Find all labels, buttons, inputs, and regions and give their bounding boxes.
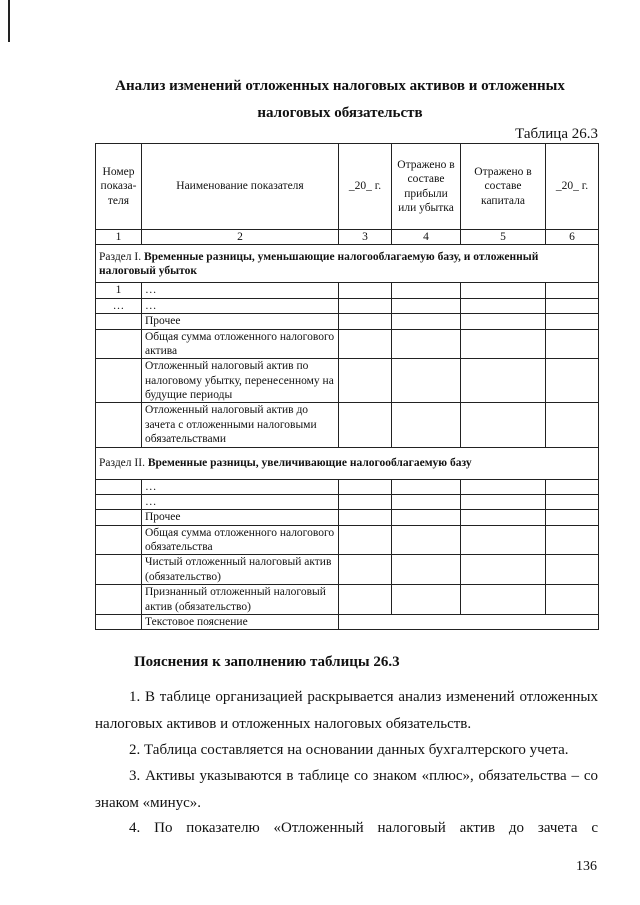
table-header-row bbox=[96, 144, 599, 230]
table-label: Таблица 26.3 bbox=[515, 126, 598, 142]
value-cell bbox=[339, 314, 392, 329]
section-1-heading bbox=[96, 245, 599, 283]
value-cell bbox=[392, 479, 461, 494]
value-cell bbox=[392, 298, 461, 313]
value-cell bbox=[392, 510, 461, 525]
value-cell bbox=[392, 525, 461, 555]
value-cell bbox=[392, 359, 461, 403]
table-row bbox=[96, 403, 599, 447]
explanation-text: 3. Активы указываются в таблице со знаком «плюс», обязательства – со знаком «минус». bbox=[95, 768, 598, 811]
explanations-heading: Пояснения к заполнению таблицы 26.3 bbox=[134, 654, 400, 670]
row-name-cell: Признанный отложенный налоговый актив (обязательство) bbox=[142, 585, 339, 615]
row-number-cell bbox=[96, 525, 142, 555]
value-cell bbox=[339, 525, 392, 555]
explanation-paragraph-4 bbox=[95, 815, 598, 842]
section-2-heading bbox=[96, 447, 599, 479]
deferred-tax-table bbox=[95, 143, 599, 630]
row-number-cell bbox=[96, 614, 142, 629]
row-number-cell bbox=[96, 555, 142, 585]
value-cell bbox=[392, 585, 461, 615]
value-cell bbox=[546, 329, 599, 359]
value-cell bbox=[461, 494, 546, 509]
value-cell bbox=[461, 403, 546, 447]
table-row bbox=[96, 494, 599, 509]
column-number-row bbox=[96, 230, 599, 245]
column-number: 4 bbox=[392, 230, 461, 245]
value-cell bbox=[546, 359, 599, 403]
document-title-line-1: Анализ изменений отложенных налоговых активов и отложенных bbox=[115, 78, 565, 94]
value-cell bbox=[461, 479, 546, 494]
column-number: 6 bbox=[546, 230, 599, 245]
value-cell bbox=[392, 555, 461, 585]
row-number-cell bbox=[96, 479, 142, 494]
value-cell bbox=[546, 283, 599, 298]
value-cell bbox=[339, 494, 392, 509]
value-cell bbox=[392, 403, 461, 447]
value-cell bbox=[392, 494, 461, 509]
value-cell bbox=[546, 298, 599, 313]
value-cell bbox=[546, 585, 599, 615]
value-cell bbox=[392, 314, 461, 329]
value-cell bbox=[461, 510, 546, 525]
header-name: Наименование показателя bbox=[142, 144, 339, 230]
table-row bbox=[96, 298, 599, 313]
section-1-prefix: Раздел I. bbox=[99, 250, 142, 263]
value-cell bbox=[339, 329, 392, 359]
row-name-cell: Отложенный налоговый актив до зачета с отложенными налоговыми обязательствами bbox=[142, 403, 339, 447]
explanation-paragraph-1 bbox=[95, 684, 598, 738]
value-cell bbox=[461, 298, 546, 313]
merged-value-cell bbox=[339, 614, 599, 629]
value-cell bbox=[339, 585, 392, 615]
table-row bbox=[96, 329, 599, 359]
value-cell bbox=[339, 283, 392, 298]
table-row bbox=[96, 614, 599, 629]
header-profit-loss: Отражено в составе прибыли или убытка bbox=[392, 144, 461, 230]
value-cell bbox=[461, 314, 546, 329]
value-cell bbox=[546, 403, 599, 447]
margin-rule bbox=[8, 0, 10, 42]
explanation-text: 2. Таблица составляется на основании данных бухгалтерского учета. bbox=[129, 742, 569, 758]
row-name-cell: Общая сумма отложенного налогового обязательства bbox=[142, 525, 339, 555]
value-cell bbox=[461, 525, 546, 555]
row-number-cell bbox=[96, 585, 142, 615]
table-row bbox=[96, 479, 599, 494]
value-cell bbox=[392, 329, 461, 359]
section-1-body bbox=[96, 283, 599, 447]
row-number-cell bbox=[96, 494, 142, 509]
value-cell bbox=[461, 359, 546, 403]
row-name-cell: Прочее bbox=[142, 314, 339, 329]
value-cell bbox=[546, 525, 599, 555]
value-cell bbox=[461, 283, 546, 298]
header-year-end: _20_ г. bbox=[546, 144, 599, 230]
row-name-cell: Прочее bbox=[142, 510, 339, 525]
row-name-cell: … bbox=[142, 479, 339, 494]
section-2-row bbox=[96, 447, 599, 479]
column-number: 2 bbox=[142, 230, 339, 245]
value-cell bbox=[546, 314, 599, 329]
row-name-cell: … bbox=[142, 283, 339, 298]
table-row bbox=[96, 314, 599, 329]
section-2-body bbox=[96, 479, 599, 630]
table-row bbox=[96, 525, 599, 555]
document-title-line-2: налоговых обязательств bbox=[257, 105, 423, 121]
row-number-cell bbox=[96, 329, 142, 359]
row-name-cell: Чистый отложенный налоговый актив (обязательство) bbox=[142, 555, 339, 585]
row-name-cell: Текстовое пояснение bbox=[142, 614, 339, 629]
section-1-row bbox=[96, 245, 599, 283]
value-cell bbox=[546, 555, 599, 585]
table-row bbox=[96, 510, 599, 525]
row-number-cell bbox=[96, 314, 142, 329]
section-2-title: Временные разницы, увеличивающие налогооблагаемую базу bbox=[147, 456, 472, 469]
table-row bbox=[96, 585, 599, 615]
row-number-cell bbox=[96, 403, 142, 447]
column-number: 3 bbox=[339, 230, 392, 245]
value-cell bbox=[461, 555, 546, 585]
value-cell bbox=[546, 479, 599, 494]
table-row bbox=[96, 283, 599, 298]
value-cell bbox=[461, 329, 546, 359]
row-number-cell bbox=[96, 510, 142, 525]
column-number: 1 bbox=[96, 230, 142, 245]
header-year-start: _20_ г. bbox=[339, 144, 392, 230]
explanation-paragraph-2 bbox=[95, 737, 598, 764]
value-cell bbox=[546, 494, 599, 509]
row-name-cell: Общая сумма отложенного налогового актива bbox=[142, 329, 339, 359]
row-name-cell: … bbox=[142, 494, 339, 509]
explanation-text: 4. По показателю «Отложенный налоговый актив до зачета с bbox=[129, 820, 598, 836]
value-cell bbox=[339, 479, 392, 494]
value-cell bbox=[461, 585, 546, 615]
explanation-text: 1. В таблице организацией раскрывается анализ изменений отложенных налоговых активов и отложенных налоговых обязательств. bbox=[95, 689, 598, 732]
page-number: 136 bbox=[576, 859, 597, 874]
header-capital: Отражено в составе капитала bbox=[461, 144, 546, 230]
section-2-prefix: Раздел II. bbox=[99, 456, 145, 469]
header-number: Номер показа-теля bbox=[96, 144, 142, 230]
value-cell bbox=[339, 555, 392, 585]
section-1-title: Временные разницы, уменьшающие налогооблагаемую базу, и отложенный налоговый убыток bbox=[99, 250, 539, 277]
value-cell bbox=[339, 298, 392, 313]
column-number: 5 bbox=[461, 230, 546, 245]
value-cell bbox=[339, 359, 392, 403]
explanation-paragraph-3 bbox=[95, 763, 598, 817]
row-number-cell bbox=[96, 359, 142, 403]
table-row bbox=[96, 359, 599, 403]
row-name-cell: … bbox=[142, 298, 339, 313]
table-row bbox=[96, 555, 599, 585]
value-cell bbox=[339, 403, 392, 447]
row-name-cell: Отложенный налоговый актив по налоговому убытку, перенесенному на будущие периоды bbox=[142, 359, 339, 403]
value-cell bbox=[546, 510, 599, 525]
row-number-cell: 1 bbox=[96, 283, 142, 298]
value-cell bbox=[392, 283, 461, 298]
value-cell bbox=[339, 510, 392, 525]
row-number-cell: … bbox=[96, 298, 142, 313]
